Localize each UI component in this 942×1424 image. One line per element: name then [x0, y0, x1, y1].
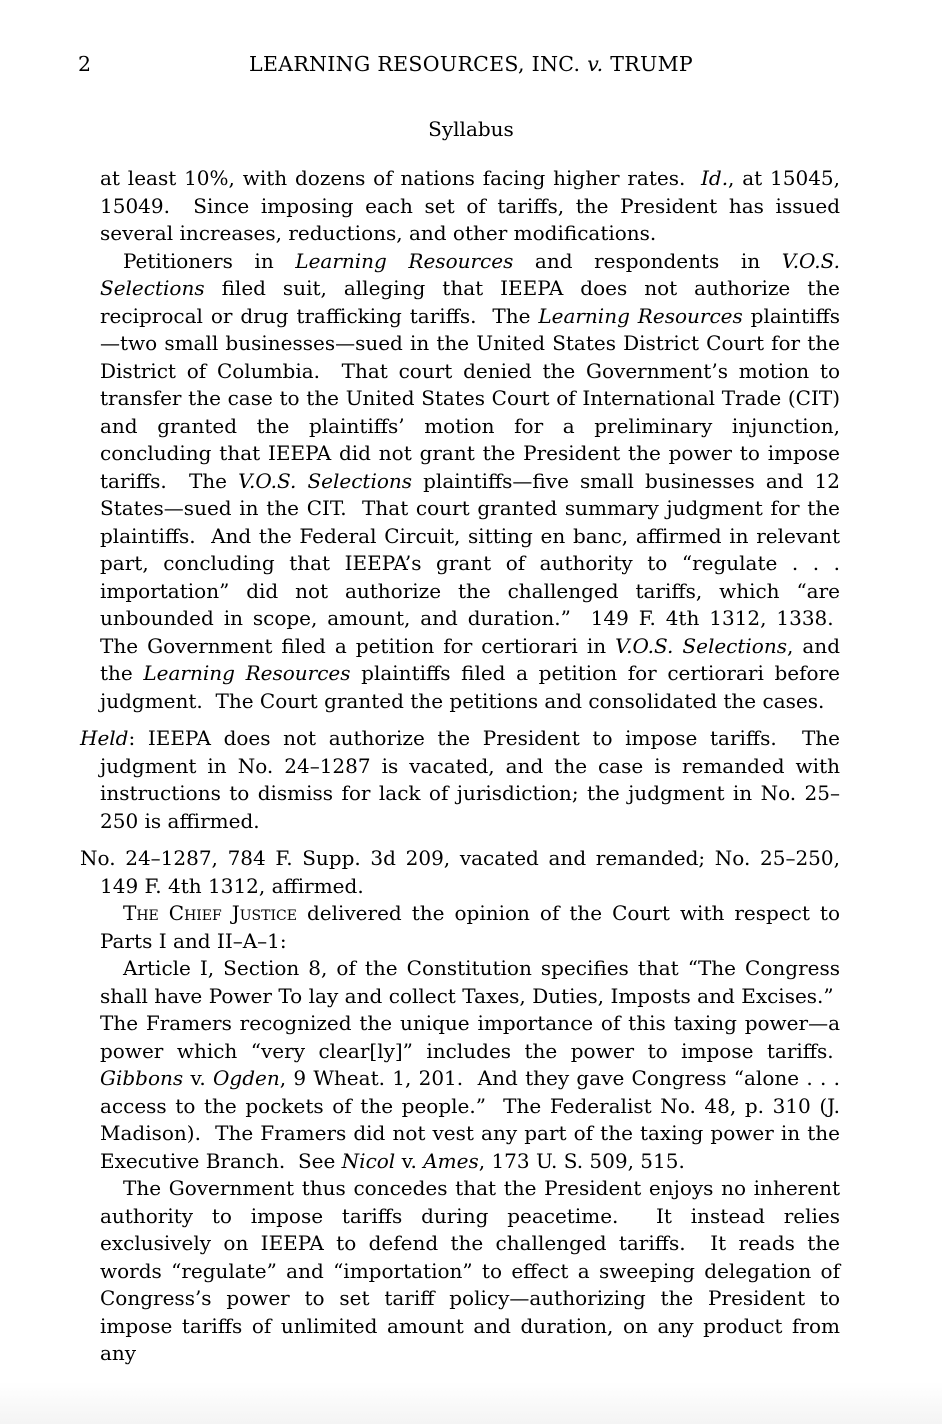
- paragraph: [100, 900, 840, 955]
- page-number: 2: [78, 52, 92, 76]
- italic-text: Held: [80, 726, 129, 750]
- italic-text: Id.: [700, 166, 729, 190]
- text-run: : IEEPA does not authorize the President to impose tariffs. The judgment in No. 24–1287 is vacated, and the case is remanded with instructions to dismiss for lack of jurisdiction; the judgment in No. 25–250 is affirmed.: [100, 726, 840, 833]
- text-run: v.: [395, 1148, 424, 1173]
- italic-text: Learning Resources: [295, 248, 514, 273]
- italic-text: Ogden: [213, 1066, 280, 1090]
- paragraph: [80, 725, 840, 835]
- text-run: v.: [183, 1066, 214, 1090]
- text-run: and respondents in: [513, 248, 782, 273]
- italic-text: Ames: [423, 1148, 479, 1173]
- paragraph: [100, 955, 840, 1175]
- text-run: at least 10%, with dozens of nations facing higher rates.: [100, 166, 701, 190]
- italic-text: Nicol: [341, 1148, 396, 1173]
- smallcaps-text: The Chief Justice: [123, 901, 297, 925]
- case-title: [100, 52, 842, 76]
- text-run: , at 15045, 15049. Since imposing each set of tariffs, the President has issued several increases, reductions, and other modifications.: [100, 166, 841, 245]
- italic-text: V.O.S. Selections: [100, 248, 840, 300]
- text-run: filed suit, alleging that IEEPA does not authorize the reciprocal or drug trafficking tariffs. The: [100, 276, 840, 328]
- text-run: , 9 Wheat. 1, 201. And they gave Congress “alone . . . access to the pockets of the people.” The Federalist No. 48, p. 310 (J. Madison). The Framers did not vest any part of the taxing power in the Executive Branch. See: [100, 1066, 840, 1173]
- paragraph: [100, 165, 840, 248]
- footer-strip: [0, 1382, 942, 1424]
- text-run: plaintiffs filed a petition for certiorari before judgment. The Court granted the petitions and consolidated the cases.: [100, 661, 840, 713]
- italic-text: Learning Resources: [538, 303, 743, 328]
- text-run: , and the: [100, 633, 840, 685]
- paragraph: [80, 845, 840, 900]
- page-header: [0, 0, 942, 80]
- text-run: plaintiffs—two small businesses—sued in the United States District Court for the District of Columbia. That court denied the Government’s motion to transfer the case to the United States Court of International Trade (CIT) and granted the plaintiffs’ motion for a preliminary injunction, concluding that IEEPA did not grant the President the power to impose tariffs. The: [100, 303, 840, 493]
- text-run: TRUMP: [603, 52, 693, 76]
- text-run: Petitioners in: [123, 248, 296, 273]
- paragraph: [100, 248, 840, 716]
- text-run: , 173 U. S. 509, 515.: [478, 1148, 685, 1173]
- italic-text: v.: [587, 52, 604, 76]
- italic-text: Learning Resources: [143, 661, 351, 685]
- text-run: plaintiffs—five small businesses and 12 States—sued in the CIT. That court granted summary judgment for the plaintiffs. And the Federal Circuit, sitting en banc, affirmed in relevant part, concluding that IEEPA’s grant of authority to “regulate . . . importation” did not authorize the challenged tariffs, which “are unbounded in scope, amount, and duration.” 149 F. 4th 1312, 1338. The Government filed a petition for certiorari in: [100, 468, 840, 658]
- italic-text: V.O.S. Selections: [615, 633, 787, 658]
- text-run: delivered the opinion of the Court with respect to Parts I and II–A–1:: [100, 901, 840, 953]
- text-run: The Government thus concedes that the President enjoys no inherent authority to impose tariffs during peacetime. It instead relies exclusively on IEEPA to defend the challenged tariffs. It reads the words “regulate” and “importation” to effect a sweeping delegation of Congress’s power to set tariff policy—authorizing the President to impose tariffs of unlimited amount and duration, on any product from any: [100, 1176, 840, 1365]
- italic-text: V.O.S. Selections: [238, 468, 413, 493]
- text-run: LEARNING RESOURCES, INC.: [249, 52, 588, 76]
- section-heading: Syllabus: [428, 117, 514, 141]
- italic-text: Gibbons: [100, 1066, 184, 1090]
- text-run: No. 24–1287, 784 F. Supp. 3d 209, vacated and remanded; No. 25–250, 149 F. 4th 1312, affirmed.: [80, 846, 840, 898]
- document-body: [80, 165, 840, 1368]
- text-run: Article I, Section 8, of the Constitution specifies that “The Congress shall have Power To lay and collect Taxes, Duties, Imposts and Excises.” The Framers recognized the unique importance of this taxing power—a power which “very clear[ly]” includes the power to impose tariffs.: [100, 956, 840, 1063]
- paragraph: [100, 1175, 840, 1368]
